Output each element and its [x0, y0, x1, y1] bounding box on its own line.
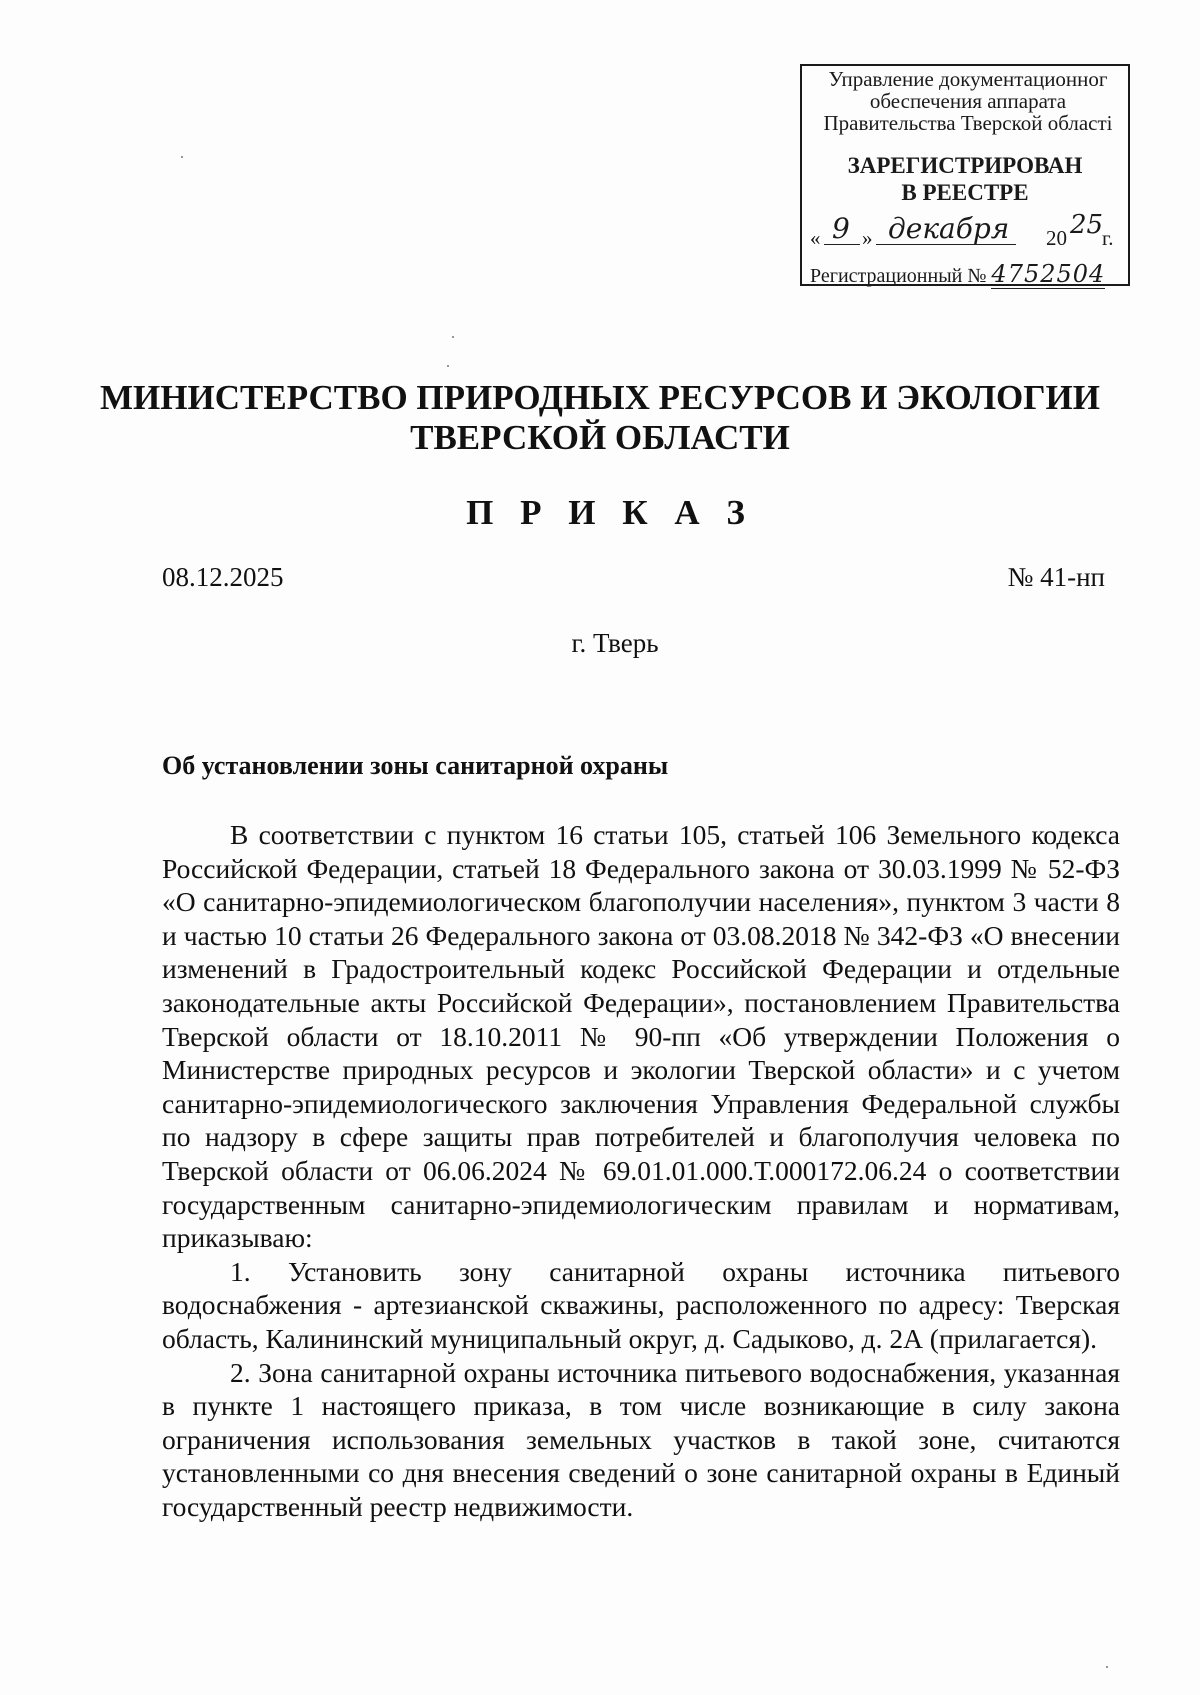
stamp-registered-title	[802, 152, 1128, 206]
order-date: 08.12.2025	[162, 562, 284, 592]
stamp-registered-line-2: В РЕЕСТРЕ	[901, 180, 1029, 205]
registration-stamp	[800, 64, 1130, 286]
scan-speck	[1106, 1666, 1108, 1668]
scan-speck	[447, 365, 449, 367]
ministry-line-1: МИНИСТЕРСТВО ПРИРОДНЫХ РЕСУРСОВ И ЭКОЛОГИИ	[100, 378, 1100, 417]
stamp-day-handwritten: 9	[832, 212, 850, 245]
stamp-day-underline	[824, 244, 860, 245]
ministry-line-2: ТВЕРСКОЙ ОБЛАСТИ	[410, 418, 790, 457]
stamp-org-line-1: Управление документационног	[828, 67, 1108, 91]
stamp-reg-label: Регистрационный №	[810, 265, 987, 287]
stamp-registration-number	[810, 260, 1105, 288]
preamble-paragraph: В соответствии с пунктом 16 статьи 105, статьей 106 Земельного кодекса Российской Федерации, статьей 18 Федерального закона от 30.03.1999 № 52-ФЗ «О санитарно-эпидемиологическом благополучии населения», пунктом 3 части 8 и частью 10 статьи 26 Федерального закона от 03.08.2018 № 342-ФЗ «О внесении изменений в Градостроительный кодекс Российской Федерации и отдельные законодательные акты Российской Федерации», постановлением Правительства Тверской области от 18.10.2011 № 90-пп «Об утверждении Положения о Министерстве природных ресурсов и экологии Тверской области» и с учетом санитарно-эпидемиологического заключения Управления Федеральной службы по надзору в сфере защиты прав потребителей и благополучия человека по Тверской области от 06.06.2024 № 69.01.01.000.Т.000172.06.24 о соответствии государственным санитарно-эпидемиологическим правилам и нормативам, приказываю:	[162, 819, 1120, 1254]
order-body	[162, 818, 1120, 1523]
stamp-year-unit: г.	[1102, 226, 1114, 250]
scan-speck	[452, 336, 454, 338]
order-city: г. Тверь	[571, 628, 659, 658]
stamp-close-quote: »	[862, 226, 873, 250]
scan-speck	[181, 156, 183, 158]
stamp-org-line-3: Правительства Тверской області	[823, 111, 1113, 135]
stamp-open-quote: «	[810, 226, 821, 250]
stamp-organization	[812, 68, 1124, 134]
stamp-month-underline	[876, 244, 1016, 245]
stamp-registered-line-1: ЗАРЕГИСТРИРОВАН	[847, 153, 1083, 178]
clause-2-paragraph: 2. Зона санитарной охраны источника питьевого водоснабжения, указанная в пункте 1 настоящего приказа, в том числе возникающие в силу закона ограничения использования земельных участков в такой зоне, считаются установленными со дня внесения сведений о зоне санитарной охраны в Единый государственный реестр недвижимости.	[162, 1356, 1120, 1522]
stamp-org-line-2: обеспечения аппарата	[869, 89, 1067, 113]
stamp-reg-number-handwritten: 4752504	[991, 260, 1106, 288]
order-number: № 41-нп	[1007, 562, 1105, 592]
order-subject: Об установлении зоны санитарной охраны	[162, 751, 669, 780]
stamp-year-prefix: 20	[1046, 226, 1067, 250]
clause-1-paragraph: 1. Установить зону санитарной охраны источника питьевого водоснабжения - артезианской скважины, расположенного по адресу: Тверская область, Калининский муниципальный округ, д. Садыково, д. 2А (прилагается).	[162, 1255, 1120, 1354]
stamp-month-handwritten: декабря	[888, 212, 1010, 245]
ministry-heading	[0, 378, 1200, 458]
stamp-date-line	[810, 210, 1122, 252]
document-type: П Р И К А З	[466, 493, 754, 532]
stamp-year-handwritten: 25	[1070, 210, 1104, 240]
